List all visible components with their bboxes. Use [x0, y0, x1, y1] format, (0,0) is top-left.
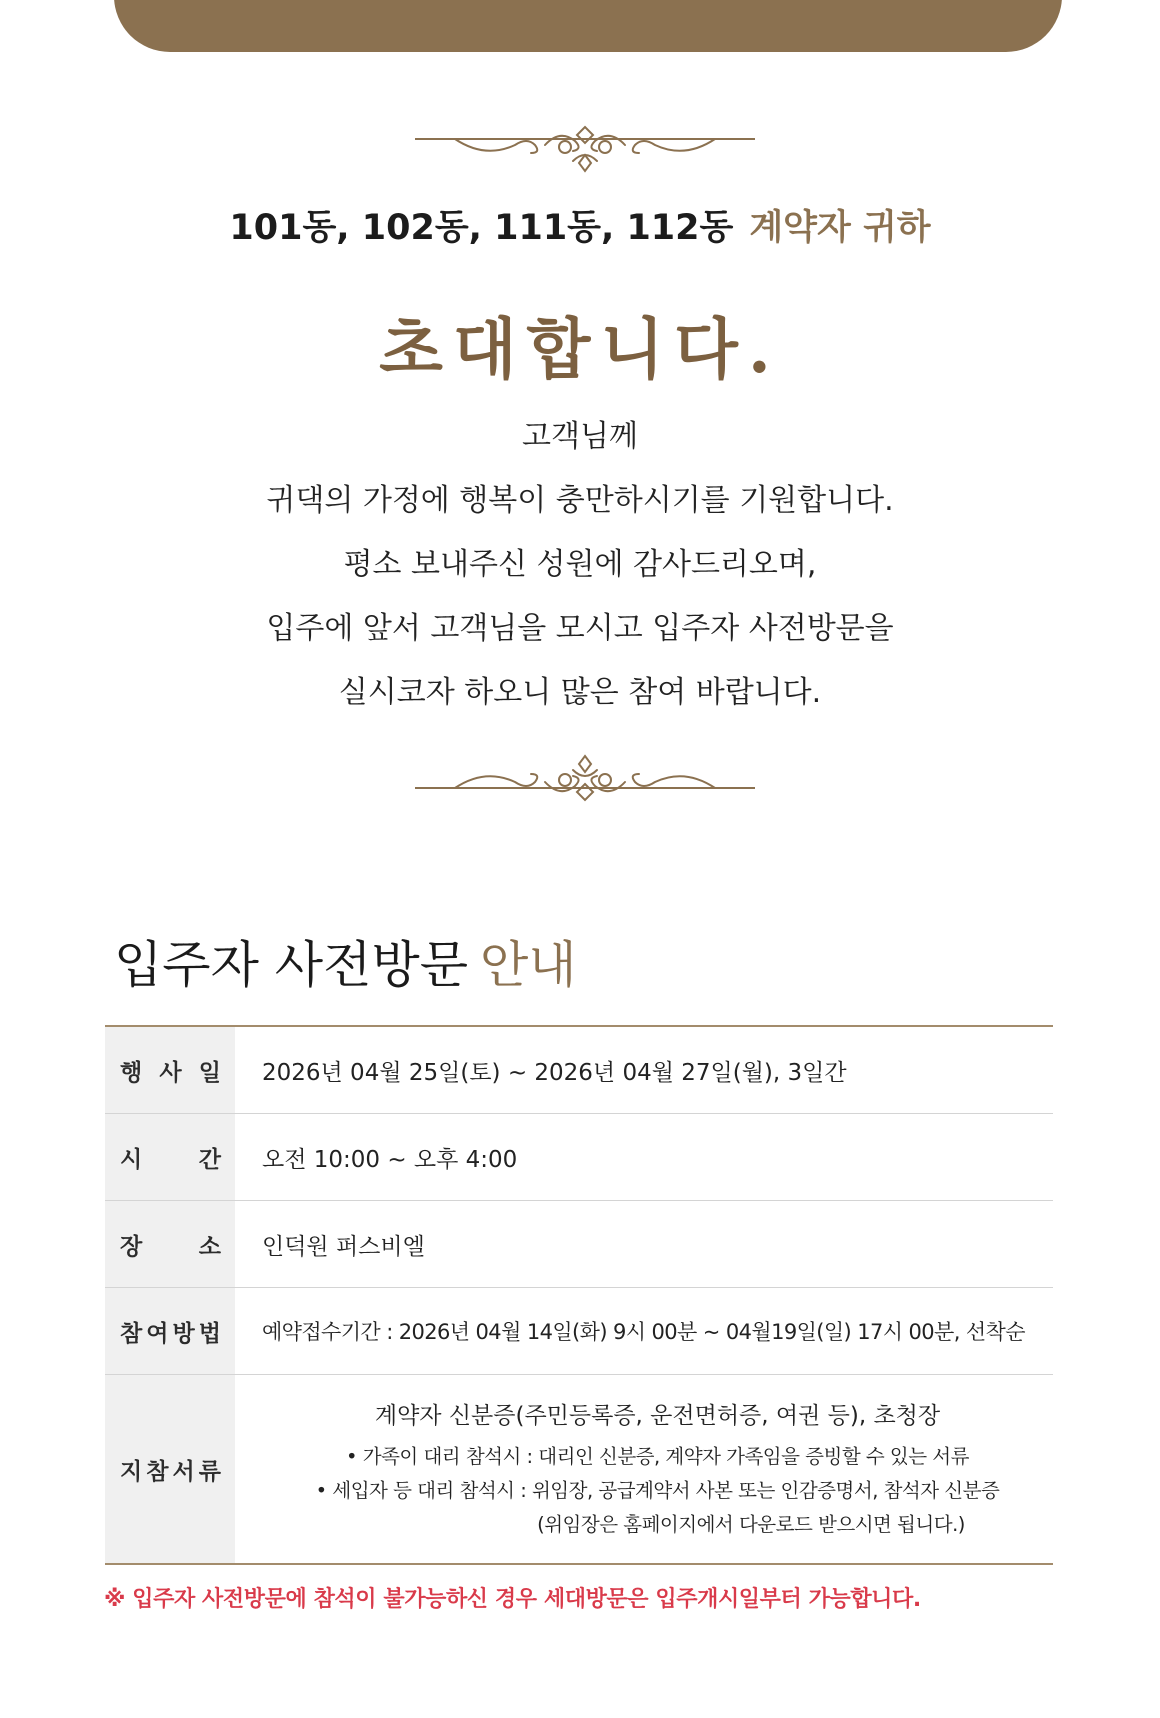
label-char: 류 [198, 1458, 221, 1485]
row-label-participation [105, 1288, 235, 1374]
invitation-title: 초대합니다. [379, 310, 781, 388]
invitation-line: 귀댁의 가정에 행복이 충만하시기를 기원합니다. [266, 483, 894, 518]
table-row [105, 1288, 1053, 1375]
section-title [114, 925, 577, 997]
row-label-time [105, 1114, 235, 1200]
row-value-participation: 예약접수기간 : 2026년 04월 14일(화) 9시 00분 ~ 04월19일(일) 17시 00분, 선착순 [262, 1320, 1025, 1344]
invitation-line: 실시코자 하오니 많은 참여 바랍니다. [338, 675, 822, 710]
recipient-buildings: 101동, 102동, 111동, 112동 [229, 208, 734, 248]
row-value-location: 인덕원 퍼스비엘 [262, 1233, 425, 1260]
label-char: 법 [198, 1320, 221, 1347]
row-label-documents [105, 1375, 235, 1563]
label-char: 간 [198, 1146, 221, 1173]
section-title-accent: 안내 [480, 936, 577, 994]
documents-note: (위임장은 홈페이지에서 다운로드 받으시면 됩니다.) [537, 1512, 965, 1536]
table-row [105, 1201, 1053, 1288]
ornament-divider-top-icon [415, 125, 755, 175]
label-char: 여 [146, 1320, 169, 1347]
notice-text: ※ 입주자 사전방문에 참석이 불가능하신 경우 세대방문은 입주개시일부터 가능합니다. [104, 1587, 921, 1612]
recipient-honorific: 계약자 귀하 [749, 208, 931, 248]
label-char: 참 [120, 1320, 143, 1347]
label-char: 방 [172, 1320, 195, 1347]
top-banner [114, 0, 1062, 52]
label-char: 장 [120, 1233, 143, 1260]
row-value-event-date: 2026년 04월 25일(토) ~ 2026년 04월 27일(월), 3일간 [262, 1059, 847, 1086]
row-value-time: 오전 10:00 ~ 오후 4:00 [262, 1146, 518, 1173]
label-char: 일 [198, 1059, 221, 1086]
info-table [105, 1025, 1053, 1565]
row-label-event-date [105, 1027, 235, 1113]
invitation-message [0, 405, 1160, 725]
table-row [105, 1027, 1053, 1114]
documents-note: • 가족이 대리 참석시 : 대리인 신분증, 계약자 가족임을 증빙할 수 있는 서류 [346, 1444, 969, 1468]
row-value-documents [235, 1375, 1053, 1563]
invitation-line: 입주에 앞서 고객님을 모시고 입주자 사전방문을 [266, 611, 894, 646]
label-char: 참 [146, 1458, 169, 1485]
label-char: 지 [120, 1458, 143, 1485]
label-char: 사 [159, 1059, 182, 1086]
documents-main: 계약자 신분증(주민등록증, 운전면허증, 여권 등), 초청장 [374, 1402, 941, 1429]
table-row [105, 1375, 1053, 1563]
documents-note: • 세입자 등 대리 참석시 : 위임장, 공급계약서 사본 또는 인감증명서, 참석자 신분증 [315, 1478, 1000, 1502]
label-char: 소 [198, 1233, 221, 1260]
label-char: 행 [120, 1059, 143, 1086]
label-char: 시 [120, 1146, 143, 1173]
invitation-line: 평소 보내주신 성원에 감사드리오며, [343, 547, 817, 582]
row-label-location [105, 1201, 235, 1287]
table-row [105, 1114, 1053, 1201]
invitation-line: 고객님께 [522, 419, 638, 454]
section-title-main: 입주자 사전방문 [114, 936, 468, 994]
ornament-divider-bottom-icon [415, 752, 755, 802]
label-char: 서 [172, 1458, 195, 1485]
recipient-line [0, 200, 1160, 250]
